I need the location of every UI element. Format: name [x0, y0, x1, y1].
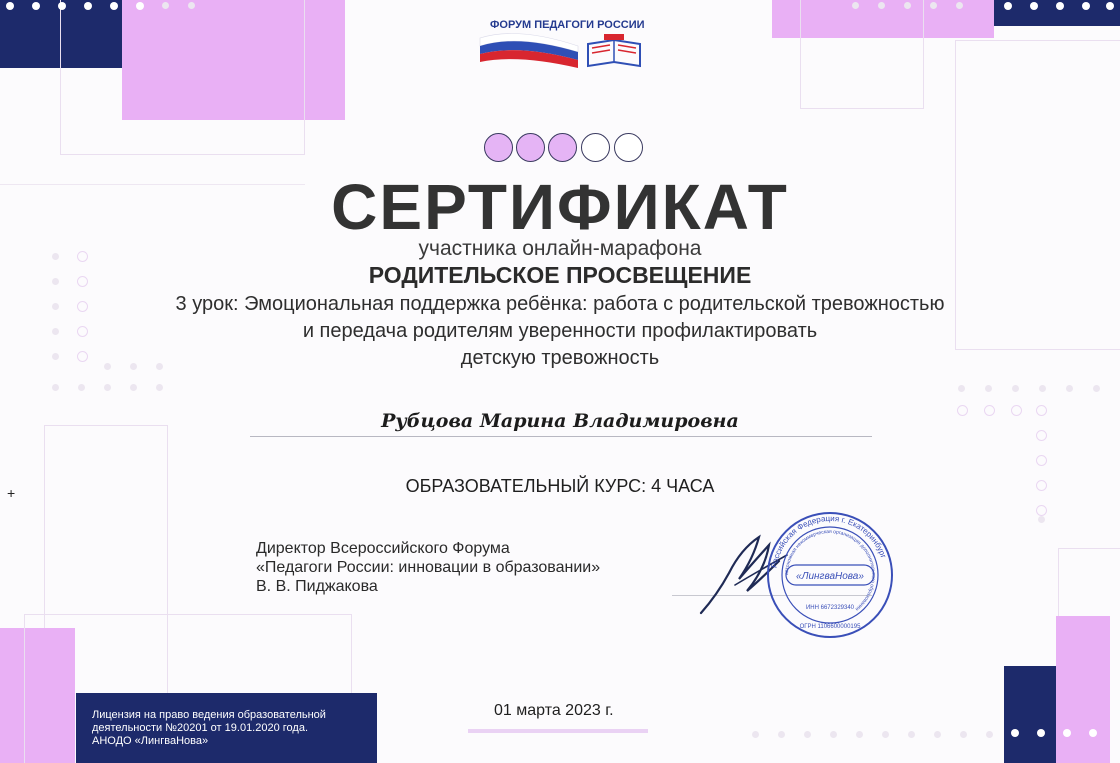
stamp-graphic	[764, 511, 896, 639]
decor-dot	[110, 2, 118, 10]
signatory-title: Директор Всероссийского Форума	[256, 540, 510, 557]
stamp-outer-text: Российская Федерация г. Екатеринбург	[769, 513, 889, 569]
decor-dot	[960, 731, 967, 738]
decor-dot	[1093, 385, 1100, 392]
decor-dot	[1039, 385, 1046, 392]
decor-circle-filled	[484, 133, 513, 162]
lesson-line: и передача родителям уверенности профилактировать	[302, 320, 818, 342]
decor-dot	[956, 2, 963, 9]
stamp-center-text: «ЛингваНова»	[796, 571, 864, 582]
decor-dot	[878, 2, 885, 9]
recipient-underline	[250, 436, 872, 437]
decor-dot	[1056, 2, 1064, 10]
decor-dot	[1012, 385, 1019, 392]
logo-text: ФОРУМ ПЕДАГОГИ РОССИИ	[490, 19, 645, 31]
decor-circle-empty	[614, 133, 643, 162]
decor-ring	[1036, 505, 1047, 516]
stamp-inner-text: автономная некоммерческая организация дополнительного образования	[783, 528, 877, 612]
decor-dot	[1089, 729, 1097, 737]
certificate-date: 01 марта 2023 г.	[494, 702, 614, 719]
organization-stamp	[764, 511, 896, 639]
decor-dot	[84, 2, 92, 10]
decor-dot	[930, 2, 937, 9]
decor-dot	[804, 731, 811, 738]
decor-lilac-block-bottom-right	[1056, 616, 1110, 763]
decor-dot	[1038, 516, 1045, 523]
decor-dot	[130, 384, 137, 391]
decor-dot	[52, 303, 59, 310]
decor-outline-top-left	[60, 0, 305, 155]
recipient-name: Рубцова Марина Владимировна	[381, 410, 739, 432]
decor-dot	[908, 731, 915, 738]
decor-dot	[904, 2, 911, 9]
decor-dot	[752, 731, 759, 738]
forum-logo	[478, 16, 646, 72]
decor-dot	[1106, 2, 1114, 10]
decor-dot	[162, 2, 169, 9]
decor-dot	[1011, 729, 1019, 737]
decor-dot	[882, 731, 889, 738]
decor-dot	[136, 2, 144, 10]
decor-dot	[156, 384, 163, 391]
date-underline	[468, 729, 648, 733]
decor-dot	[58, 2, 66, 10]
decor-circle-filled	[516, 133, 545, 162]
stamp-inn-text: ИНН 6672329340	[805, 605, 855, 611]
decor-dot	[986, 731, 993, 738]
decor-dot	[104, 384, 111, 391]
decor-dot	[78, 384, 85, 391]
decor-dot	[1037, 729, 1045, 737]
decor-dot	[778, 731, 785, 738]
decor-dot	[1030, 2, 1038, 10]
decor-ring	[1036, 455, 1047, 466]
lesson-line: 3 урок: Эмоциональная поддержка ребёнка: работа с родительской тревожностью	[175, 293, 945, 315]
decor-dot	[1063, 729, 1071, 737]
decor-dot	[1082, 2, 1090, 10]
stamp-ogrn-text: ОГРН 1106600000195	[799, 624, 861, 630]
decor-circle-empty	[581, 133, 610, 162]
decor-dot	[934, 731, 941, 738]
decor-dot	[6, 2, 14, 10]
decor-dot	[1066, 385, 1073, 392]
decor-navy-block-bottom-right	[1004, 666, 1056, 763]
decor-dot	[985, 385, 992, 392]
signatory-forum: «Педагоги России: инновации в образовании»	[256, 559, 601, 576]
program-name: РОДИТЕЛЬСКОЕ ПРОСВЕЩЕНИЕ	[368, 262, 752, 288]
license-text	[92, 709, 362, 748]
signatory-block	[256, 539, 600, 596]
signatory-name: В. В. Пиджакова	[256, 578, 378, 595]
certificate-title: СЕРТИФИКАТ	[331, 171, 789, 243]
decor-dot	[852, 2, 859, 9]
decor-dot	[52, 328, 59, 335]
decor-dot	[52, 384, 59, 391]
license-line: АНОДО «ЛингваНова»	[92, 735, 209, 747]
lesson-description	[60, 291, 1060, 372]
decor-dot	[830, 731, 837, 738]
lesson-line: детскую тревожность	[460, 347, 660, 369]
certificate-subtitle: участника онлайн-марафона	[418, 237, 702, 260]
decor-dot	[1004, 2, 1012, 10]
decor-circle-filled	[548, 133, 577, 162]
license-line: Лицензия на право ведения образовательной	[92, 709, 326, 721]
decor-dot	[52, 353, 59, 360]
decor-dot	[856, 731, 863, 738]
plus-icon: +	[7, 485, 16, 501]
decor-outline-top-right	[800, 0, 924, 109]
license-line: деятельности №20201 от 19.01.2020 года.	[92, 722, 309, 734]
decor-dot	[188, 2, 195, 9]
decor-dot	[32, 2, 40, 10]
decor-dot	[958, 385, 965, 392]
course-info: ОБРАЗОВАТЕЛЬНЫЙ КУРС: 4 ЧАСА	[405, 476, 715, 496]
